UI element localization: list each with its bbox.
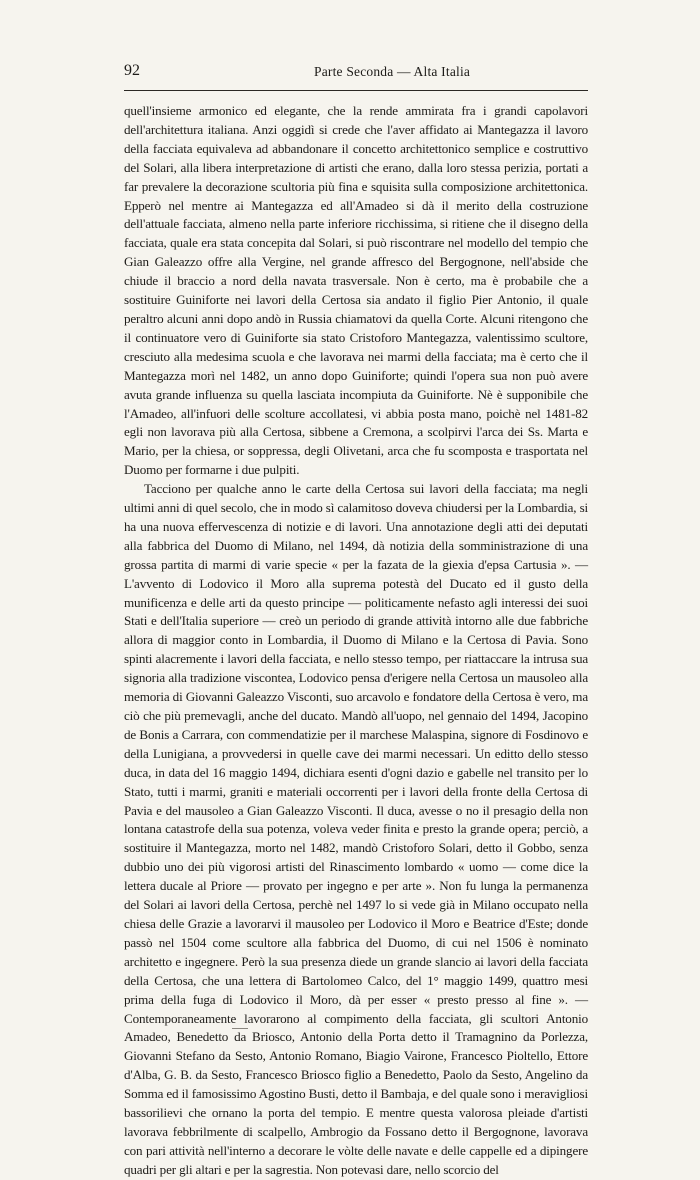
header-rule	[124, 90, 588, 91]
body-text	[124, 102, 588, 1180]
paragraph: Tacciono per qualche anno le carte della Certosa sui lavori della facciata; ma negli ultimi anni di quel secolo, che in modo sì calamitoso doveva chiudersi per la Lombardia, si ha una nuova effervescenza di notizie e di lavori. Una annotazione degli atti dei deputati alla fabbrica del Duomo di Milano, nel 1494, dà notizia della somministrazione di una grossa partita di marmi di varie specie « per la fazata de la giexia d'epsa Cartusia ». — L'avvento di Lodovico il Moro alla suprema potestà del Ducato ed il gusto della munificenza e delle arti da questo principe — politicamente nefasto agli interessi dei suoi Stati e dell'Italia superiore — creò un periodo di grande attività intorno alle due fabbriche allora di maggior conto in Lombardia, il Duomo di Milano e la Certosa di Pavia. Sono spinti alacremente i lavori della facciata, e nello stesso tempo, per riattaccare la intrusa sua signoria alla tradizione viscontea, Lodovico pensa d'erigere nella Certosa un mausoleo alla memoria di Giovanni Galeazzo Visconti, suo arcavolo e fondatore della Certosa è vero, ma ciò che più premevagli, anche del ducato. Mandò all'uopo, nel gennaio del 1494, Jacopino de Bonis a Carrara, con commendatizie per il marchese Malaspina, signore di Fosdinovo e della Lunigiana, a provvedersi in quelle cave dei marmi necessari. Un editto dello stesso duca, in data del 16 maggio 1494, dichiara esenti d'ogni dazio e gabelle nel transito per lo Stato, tutti i marmi, graniti e materiali occorrenti per i lavori della fronte della Certosa di Pavia e del mausoleo a Gian Galeazzo Visconti. Il duca, avesse o no il presagio della non lontana catastrofe della sua potenza, voleva veder finita e presto la grande opera; perciò, a sostituire il Mantegazza, morto nel 1482, mandò Cristoforo Solari, detto il Gobbo, senza dubbio uno dei più vigorosi artisti del Rinascimento lombardo « uomo — come dice la lettera ducale al Priore — provato per ingegno e per arte ». Non fu lunga la permanenza del Solari ai lavori della Certosa, perchè nel 1497 lo si vede già in Milano occupato nella chiesa delle Grazie a lavorarvi il mausoleo per Lodovico il Moro e Beatrice d'Este; donde passò nel 1504 come scultore alla fabbrica del Duomo, di cui nel 1506 è nominato architetto e ingegnere. Però la sua presenza diede un grande slancio ai lavori della facciata della Certosa, che una lettera di Bartolomeo Calco, del 1° maggio 1499, quattro mesi prima della fuga di Lodovico il Moro, dà per esser « presto presso al fine ». — Contemporaneamente lavorarono al compimento della facciata, gli scultori Antonio Amadeo, Benedetto da Briosco, Antonio della Porta detto il Tramagnino da Porlezza, Giovanni Stefano da Sesto, Antonio Romano, Biagio Vairone, Francesco Pioltello, Ettore d'Alba, G. B. da Sesto, Francesco Briosco figlio a Benedetto, Paolo da Sesto, Angelino da Somma ed il famosissimo Agostino Busti, detto il Bambaja, e del quale sono i meravigliosi bassorilievi che ornano la porta del tempio. E mentre questa valorosa pleiade d'artisti lavorava febbrilmente di scalpello, Ambrogio da Fossano detto il Bergognone, lavorava con pari attività nell'interno a decorare le vòlte delle navate e delle cappelle ed a dipingere quadri per gli altari e per la sagrestia. Non potevasi dare, nello scorcio del	[124, 481, 588, 1177]
paragraph: quell'insieme armonico ed elegante, che la rende ammirata fra i grandi capolavori dell'architettura italiana. Anzi oggidì si crede che l'aver affidato ai Mantegazza il lavoro della facciata equivaleva ad abbandonare il concetto architettonico semplice e costruttivo del Solari, alla libera interpretazione di artisti che erano, dalla loro stessa perizia, portati a far prevalere la decorazione scultoria più fina e squisita sulla composizione architettonica. Epperò nel mentre ai Mantegazza ed all'Amadeo si dà il merito della costruzione dell'attuale facciata, almeno nella parte inferiore ricchissima, si ritiene che il disegno della facciata, quale era stata concepita dal Solari, si può riscontrare nel modello del tempio che Gian Galeazzo offre alla Vergine, nel grande affresco del Bergognone, nell'abside che chiude il braccio a nord della navata trasversale. Non è certo, ma è probabile che a sostituire Guiniforte nei lavori della Certosa sia andato il figlio Pier Antonio, il quale peraltro alcuni anni dopo andò in Russia chiamatovi da quella Corte. Alcuni ritengono che il continuatore vero di Guiniforte sia stato Cristoforo Mantegazza, valentissimo scultore, cresciuto alla medesima scuola e che lavorava nei marmi della facciata; ma è certo che il Mantegazza morì nel 1482, un anno dopo Guiniforte; quindi l'opera sua non può avere avuta grande influenza su quella lasciata incompiuta da Guiniforte. Nè è supponibile che l'Amadeo, all'infuori delle scolture accollatesi, vi abbia posta mano, poichè nel 1481-82 egli non lavorava più alla Certosa, sibbene a Cremona, a scolpirvi l'arca dei Ss. Marta e Mario, per la chiesa, or soppressa, degli Olivetani, arca che fu scomposta e trasportata nel Duomo per formarne i due pulpiti.	[124, 103, 588, 478]
page-number: 92	[124, 62, 140, 79]
page-header	[124, 62, 588, 84]
running-head: Parte Seconda — Alta Italia	[314, 64, 471, 79]
footer-mark	[232, 1028, 248, 1029]
